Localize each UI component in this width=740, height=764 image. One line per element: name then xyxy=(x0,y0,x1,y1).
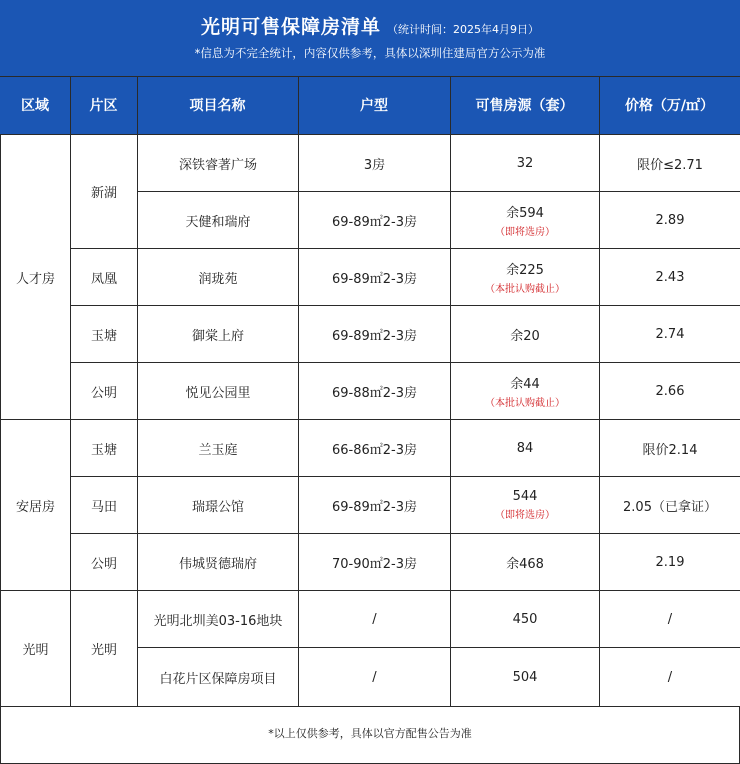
project-name: 深铁睿著广场 xyxy=(138,135,299,192)
layout-cell: 69-89㎡2-3房 xyxy=(299,477,451,534)
area-cell: 玉塘 xyxy=(71,420,138,477)
area-cell: 公明 xyxy=(71,363,138,420)
available-cell xyxy=(451,534,600,591)
disclaimer-subtitle: *信息为不完全统计，内容仅供参考，具体以深圳住建局官方公示为准 xyxy=(194,46,546,60)
project-name: 光明北圳美03-16地块 xyxy=(138,591,299,648)
col-available: 可售房源（套） xyxy=(475,98,574,114)
region-cell: 安居房 xyxy=(1,420,71,591)
status-note: （本批认购截止） xyxy=(485,398,565,409)
region-cell: 光明 xyxy=(1,591,71,707)
available-value: 余468 xyxy=(506,556,544,572)
header-divider xyxy=(599,76,600,134)
area-cell: 光明 xyxy=(71,591,138,707)
available-value: 504 xyxy=(512,669,538,685)
project-name: 悦见公园里 xyxy=(138,363,299,420)
table-header xyxy=(0,76,740,135)
available-value: 544 xyxy=(512,489,538,504)
price-cell: 限价2.14 xyxy=(600,420,740,477)
available-cell xyxy=(451,591,600,648)
area-cell: 新湖 xyxy=(71,135,138,249)
project-name: 兰玉庭 xyxy=(138,420,299,477)
available-value: 余44 xyxy=(510,377,540,392)
header-divider xyxy=(450,76,451,134)
title-line xyxy=(0,12,740,39)
project-name: 润珑苑 xyxy=(138,249,299,306)
table-row xyxy=(1,534,740,591)
header-divider xyxy=(298,76,299,134)
available-cell xyxy=(451,477,600,534)
layout-cell: 69-89㎡2-3房 xyxy=(299,306,451,363)
col-region: 区域 xyxy=(21,98,49,114)
layout-cell: 69-88㎡2-3房 xyxy=(299,363,451,420)
project-name: 白花片区保障房项目 xyxy=(138,648,299,707)
price-cell: 2.43 xyxy=(600,249,740,306)
layout-cell: 3房 xyxy=(299,135,451,192)
layout-cell: 69-89㎡2-3房 xyxy=(299,249,451,306)
price-cell: 限价≤2.71 xyxy=(600,135,740,192)
status-note: （即将选房） xyxy=(495,510,555,521)
area-cell: 公明 xyxy=(71,534,138,591)
available-cell xyxy=(451,135,600,192)
header-divider xyxy=(137,76,138,134)
price-cell: 2.19 xyxy=(600,534,740,591)
available-cell xyxy=(451,648,600,707)
available-value: 余594 xyxy=(506,206,544,221)
region-cell: 人才房 xyxy=(1,135,71,420)
area-cell: 凤凰 xyxy=(71,249,138,306)
status-note: （本批认购截止） xyxy=(485,284,565,295)
col-project: 项目名称 xyxy=(189,98,246,114)
available-value: 84 xyxy=(516,440,534,456)
col-price: 价格（万/㎡） xyxy=(624,98,715,114)
layout-cell: 69-89㎡2-3房 xyxy=(299,192,451,249)
col-area: 片区 xyxy=(89,98,118,114)
available-value: 32 xyxy=(516,155,534,171)
header-divider xyxy=(70,76,71,134)
price-cell: 2.05（已拿证） xyxy=(600,477,740,534)
table-row xyxy=(1,249,740,306)
layout-cell: 66-86㎡2-3房 xyxy=(299,420,451,477)
stat-time: （统计时间：2025年4月9日） xyxy=(387,23,539,36)
layout-cell: 70-90㎡2-3房 xyxy=(299,534,451,591)
table-row xyxy=(1,363,740,420)
table-row xyxy=(1,591,740,648)
available-value: 余225 xyxy=(506,263,544,278)
available-value: 450 xyxy=(512,611,538,627)
housing-table xyxy=(0,134,740,707)
footer-note: *以上仅供参考，具体以官方配售公告为准 xyxy=(0,706,740,764)
price-cell: 2.66 xyxy=(600,363,740,420)
price-cell: / xyxy=(600,591,740,648)
available-cell xyxy=(451,420,600,477)
layout-cell: / xyxy=(299,648,451,707)
available-cell xyxy=(451,363,600,420)
available-value: 余20 xyxy=(510,328,540,344)
col-layout: 户型 xyxy=(360,98,388,114)
available-cell xyxy=(451,192,600,249)
table-row xyxy=(1,420,740,477)
status-note: （即将选房） xyxy=(495,227,555,238)
available-cell xyxy=(451,249,600,306)
header-banner xyxy=(0,0,740,76)
layout-cell: / xyxy=(299,591,451,648)
table-row xyxy=(1,306,740,363)
price-cell: 2.89 xyxy=(600,192,740,249)
table-row xyxy=(1,477,740,534)
page-title: 光明可售保障房清单 xyxy=(200,16,381,38)
area-cell: 马田 xyxy=(71,477,138,534)
price-cell: / xyxy=(600,648,740,707)
available-cell xyxy=(451,306,600,363)
project-name: 瑞璟公馆 xyxy=(138,477,299,534)
project-name: 御棠上府 xyxy=(138,306,299,363)
project-name: 伟城贤德瑞府 xyxy=(138,534,299,591)
table-row xyxy=(1,135,740,192)
project-name: 天健和瑞府 xyxy=(138,192,299,249)
price-cell: 2.74 xyxy=(600,306,740,363)
area-cell: 玉塘 xyxy=(71,306,138,363)
